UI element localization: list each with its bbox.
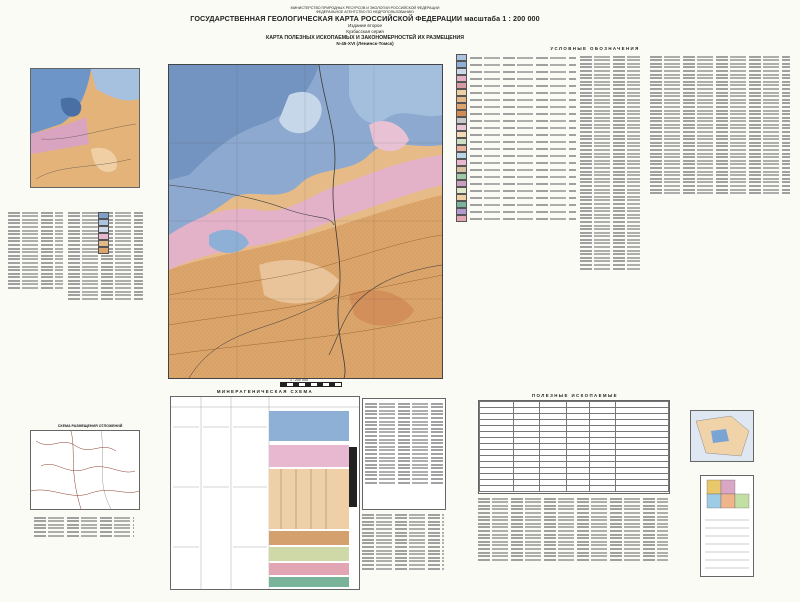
agency-line: ФЕДЕРАЛЬНОЕ АГЕНТСТВО ПО НЕДРОПОЛЬЗОВАНИЮ bbox=[316, 10, 414, 15]
stratigraphy-drawing bbox=[171, 397, 359, 589]
inset-geology-drawing bbox=[31, 69, 139, 187]
stratigraphy-title: МИНЕРАГЕНИЧЕСКАЯ СХЕМА bbox=[216, 389, 314, 394]
map-header bbox=[150, 6, 580, 46]
series-line: Кузбасская серия bbox=[346, 29, 384, 35]
legend-column-1 bbox=[456, 54, 576, 394]
location-inset-drawing bbox=[691, 411, 753, 461]
inset-color-table bbox=[98, 212, 138, 254]
correlation-table bbox=[362, 398, 446, 510]
main-map-drawing bbox=[169, 65, 442, 378]
main-map[interactable] bbox=[168, 64, 443, 379]
sheet-number: N-45-XVI (Ленинск-Томск) bbox=[336, 41, 394, 47]
legend-column-2 bbox=[580, 54, 640, 354]
stratigraphy-notes bbox=[362, 512, 444, 592]
legend-row bbox=[456, 54, 576, 61]
edition-line: Издание второе bbox=[347, 23, 383, 29]
sheet-index-drawing bbox=[701, 476, 753, 576]
inset-schema-drawing bbox=[31, 431, 139, 509]
inset-legend-symbols bbox=[8, 210, 63, 355]
minerals-title: ПОЛЕЗНЫЕ ИСКОПАЕМЫЕ bbox=[532, 393, 618, 398]
schema-legend bbox=[34, 515, 134, 538]
inset-map-geology[interactable] bbox=[30, 68, 140, 188]
scale-label: 1 : 200 000 bbox=[290, 378, 308, 382]
legend-column-3 bbox=[650, 54, 790, 254]
spacer bbox=[170, 392, 171, 393]
scale-bar bbox=[280, 382, 342, 387]
sheet-index-inset bbox=[700, 475, 754, 577]
schema-title: СХЕМА РАЗМЕЩЕНИЯ ОТЛОЖЕНИЙ bbox=[57, 424, 123, 428]
minerals-symbols bbox=[478, 496, 668, 592]
legend-title: УСЛОВНЫЕ ОБОЗНАЧЕНИЯ bbox=[550, 46, 640, 51]
location-inset[interactable] bbox=[690, 410, 754, 462]
map-title: ГОСУДАРСТВЕННАЯ ГЕОЛОГИЧЕСКАЯ КАРТА РОССИЙСКОЙ ФЕДЕРАЦИИ масштаба 1 : 200 000 bbox=[190, 14, 540, 24]
stratigraphy-column bbox=[170, 396, 360, 590]
map-name: КАРТА ПОЛЕЗНЫХ ИСКОПАЕМЫХ И ЗАКОНОМЕРНОСТЕЙ ИХ РАЗМЕЩЕНИЯ bbox=[266, 35, 464, 42]
inset-map-schema[interactable] bbox=[30, 430, 140, 510]
ministry-line: МИНИСТЕРСТВО ПРИРОДНЫХ РЕСУРСОВ И ЭКОЛОГИИ РОССИЙСКОЙ ФЕДЕРАЦИИ bbox=[290, 6, 440, 10]
minerals-table bbox=[478, 400, 670, 494]
